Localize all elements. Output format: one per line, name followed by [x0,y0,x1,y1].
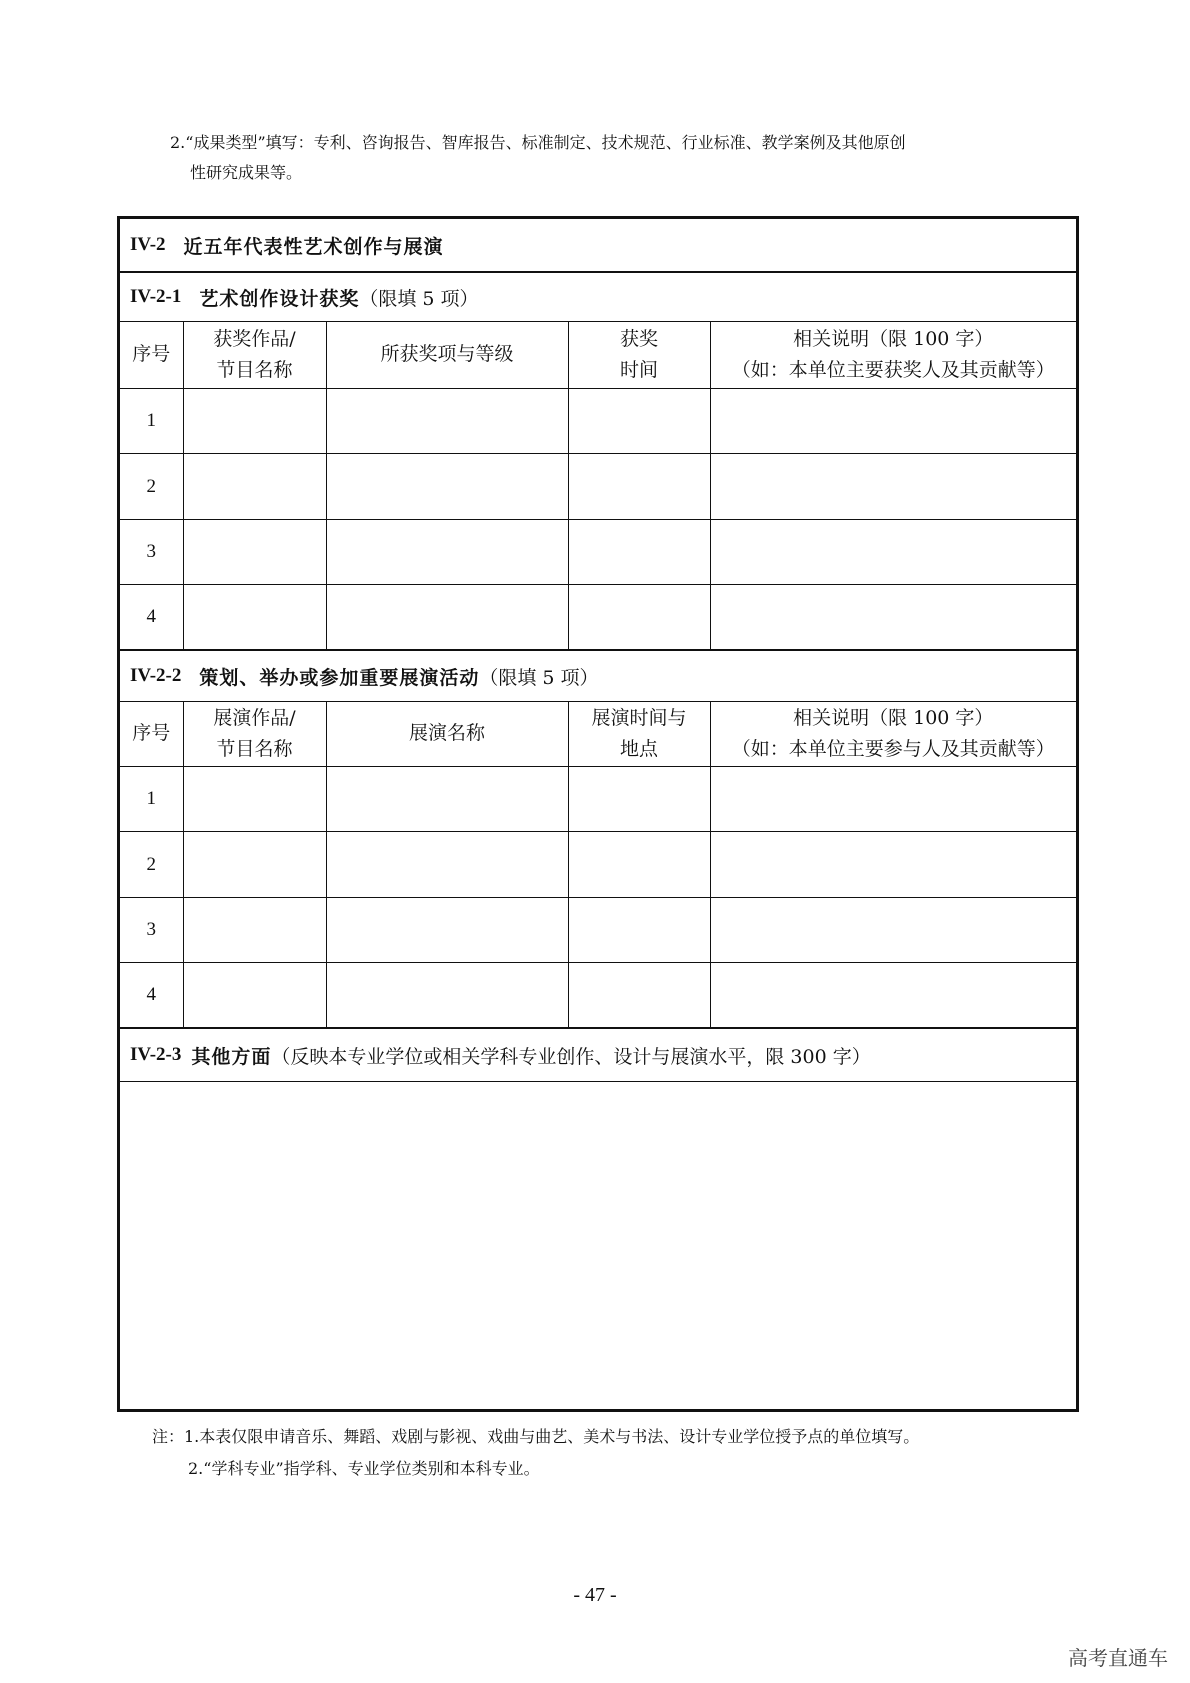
section-iv-2-3-title [120,1029,1076,1081]
award-time-cell[interactable] [568,453,710,519]
header-line: 时间 [619,358,658,381]
header-line: 相关说明（限 100 字） [793,327,994,350]
row-index: 1 [120,766,183,831]
work-name-cell[interactable] [183,453,326,519]
header-line: （如：本单位主要参与人及其贡献等） [731,737,1055,760]
exhibition-time-place-cell[interactable] [568,897,710,962]
awards-table-header-row [120,322,1076,388]
header-exhibition-time-place [568,702,710,766]
remarks-cell[interactable] [710,766,1076,831]
remarks-cell[interactable] [710,962,1076,1027]
table-row [120,519,1076,584]
remarks-cell[interactable] [710,519,1076,584]
header-work-name [183,702,326,766]
exhibitions-table-header-row [120,702,1076,766]
row-index: 3 [120,519,183,584]
section-limit: （限填 5 项） [359,287,479,310]
awards-table [120,322,1076,649]
section-code: IV-2-1 [130,286,182,307]
exhibition-time-place-cell[interactable] [568,962,710,1027]
table-row [120,388,1076,453]
header-remarks [710,322,1076,388]
table-row [120,453,1076,519]
divider [120,1081,1076,1082]
foot-note [152,1421,1052,1485]
remarks-cell[interactable] [710,831,1076,897]
header-remarks [710,702,1076,766]
row-index: 2 [120,831,183,897]
watermark-text: 高考直通车 [1068,1646,1168,1670]
remarks-cell[interactable] [710,584,1076,649]
work-name-cell[interactable] [183,897,326,962]
top-note [170,128,1030,188]
header-line: 展演作品/ [213,706,296,729]
award-level-cell[interactable] [326,519,568,584]
remarks-cell[interactable] [710,897,1076,962]
header-line: 获奖 [619,327,658,350]
foot-note-line-2: 2.“学科专业”指学科、专业学位类别和本科专业。 [188,1459,540,1478]
work-name-cell[interactable] [183,584,326,649]
remarks-cell[interactable] [710,388,1076,453]
header-index: 序号 [120,702,183,766]
art-creation-form [117,216,1079,1412]
header-line: 相关说明（限 100 字） [793,706,994,729]
other-aspects-text-area[interactable] [120,1083,1076,1409]
header-line: 节目名称 [216,737,293,760]
header-line: 节目名称 [216,358,293,381]
work-name-cell[interactable] [183,962,326,1027]
table-row [120,897,1076,962]
exhibition-name-cell[interactable] [326,897,568,962]
page-number: - 47 - [573,1584,617,1606]
section-code: IV-2-2 [130,665,182,686]
table-row [120,831,1076,897]
row-index: 3 [120,897,183,962]
top-note-line-2: 性研究成果等。 [190,163,303,182]
section-code: IV-2-3 [130,1044,182,1065]
section-limit: （限填 5 项） [479,666,599,689]
exhibition-name-cell[interactable] [326,766,568,831]
work-name-cell[interactable] [183,519,326,584]
section-name: 策划、举办或参加重要展演活动 [199,666,480,689]
exhibition-time-place-cell[interactable] [568,766,710,831]
exhibition-name-cell[interactable] [326,831,568,897]
row-index: 4 [120,962,183,1027]
header-line: 地点 [619,737,658,760]
section-code: IV-2 [130,234,166,255]
header-award-level: 所获奖项与等级 [326,322,568,388]
header-work-name [183,322,326,388]
header-line: 展演时间与 [591,706,687,729]
row-index: 1 [120,388,183,453]
section-name: 艺术创作设计获奖 [199,287,360,310]
foot-note-line-1: 注：1.本表仅限申请音乐、舞蹈、戏剧与影视、戏曲与曲艺、美术与书法、设计专业学位授予点的单位填写。 [152,1427,920,1446]
award-time-cell[interactable] [568,584,710,649]
section-name: 近五年代表性艺术创作与展演 [183,235,444,258]
top-note-line-1: 2.“成果类型”填写：专利、咨询报告、智库报告、标准制定、技术规范、行业标准、教学案例及其他原创 [170,133,906,152]
table-row [120,962,1076,1027]
award-level-cell[interactable] [326,584,568,649]
exhibitions-table [120,702,1076,1027]
table-row [120,766,1076,831]
award-level-cell[interactable] [326,453,568,519]
work-name-cell[interactable] [183,831,326,897]
work-name-cell[interactable] [183,388,326,453]
remarks-cell[interactable] [710,453,1076,519]
row-index: 2 [120,453,183,519]
header-exhibition-name: 展演名称 [326,702,568,766]
row-index: 4 [120,584,183,649]
exhibition-name-cell[interactable] [326,962,568,1027]
work-name-cell[interactable] [183,766,326,831]
header-line: 获奖作品/ [213,327,296,350]
section-iv-2-2-title [120,651,1076,701]
award-level-cell[interactable] [326,388,568,453]
section-name: 其他方面 [191,1045,272,1068]
award-time-cell[interactable] [568,388,710,453]
table-row [120,584,1076,649]
section-iv-2-1-title [120,273,1076,321]
header-line: （如：本单位主要获奖人及其贡献等） [731,358,1055,381]
section-iv-2-title [120,219,1076,271]
exhibition-time-place-cell[interactable] [568,831,710,897]
header-index: 序号 [120,322,183,388]
award-time-cell[interactable] [568,519,710,584]
section-limit: （反映本专业学位或相关学科专业创作、设计与展演水平，限 300 字） [271,1045,871,1068]
header-award-time [568,322,710,388]
